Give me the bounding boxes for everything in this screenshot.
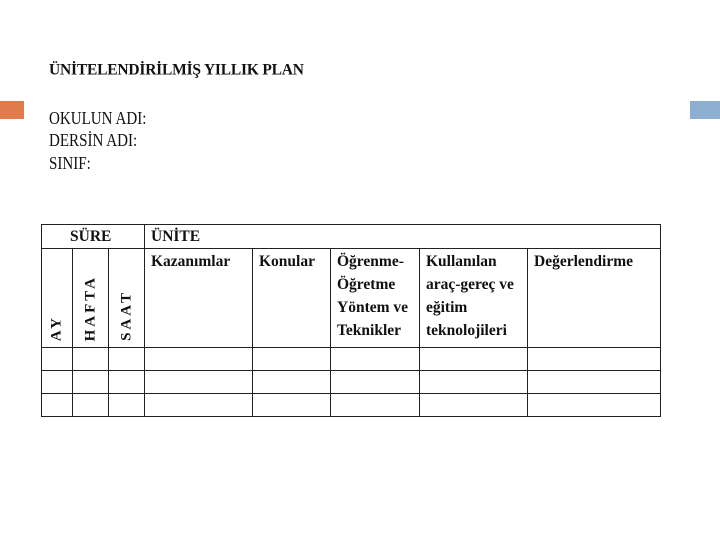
table-cell — [42, 371, 73, 394]
col-konular: Konular — [259, 253, 315, 270]
col-saat-cell — [109, 249, 145, 348]
col-hafta-cell — [73, 249, 109, 348]
col-degerlendirme-cell — [528, 249, 661, 348]
table-cell — [145, 394, 253, 417]
table-cell — [73, 371, 109, 394]
col-konular-cell — [253, 249, 331, 348]
table-cell — [420, 348, 528, 371]
col-yontem-cell — [331, 249, 420, 348]
table-cell — [42, 394, 73, 417]
col-ay: AY — [48, 314, 65, 341]
table-cell — [109, 394, 145, 417]
course-name-label: DERSİN ADI: — [49, 130, 138, 150]
col-kazanimlar-cell — [145, 249, 253, 348]
table-cell — [331, 394, 420, 417]
table-cell — [331, 371, 420, 394]
table-cell — [109, 348, 145, 371]
accent-bar-left — [0, 101, 24, 119]
class-label: SINIF: — [49, 153, 91, 173]
table-header-row — [42, 225, 661, 249]
col-kazanimlar: Kazanımlar — [151, 253, 231, 270]
col-yontem: Öğrenme-Öğretme Yöntem ve Teknikler — [337, 253, 409, 339]
table-cell — [528, 394, 661, 417]
accent-bar-right — [690, 101, 720, 119]
header-sure: SÜRE — [70, 228, 112, 245]
table-cell — [253, 348, 331, 371]
table-cell — [145, 348, 253, 371]
table-row — [42, 348, 661, 371]
table-cell — [253, 394, 331, 417]
col-arac-gerec: Kullanılan araç-gereç ve eğitim teknolojileri — [426, 253, 514, 339]
col-ay-cell — [42, 249, 73, 348]
col-hafta: HAFTA — [82, 274, 98, 341]
header-unite: ÜNİTE — [151, 228, 201, 245]
table-cell — [109, 371, 145, 394]
table-cell — [420, 394, 528, 417]
col-arac-gerec-cell — [420, 249, 528, 348]
header-sure-cell — [42, 225, 145, 249]
col-degerlendirme: Değerlendirme — [534, 253, 633, 270]
table-cell — [42, 348, 73, 371]
table-cell — [145, 371, 253, 394]
table-cell — [331, 348, 420, 371]
header-unite-cell — [145, 225, 661, 249]
table-row — [42, 394, 661, 417]
table-cell — [420, 371, 528, 394]
annual-plan-table — [41, 224, 661, 417]
table-cell — [253, 371, 331, 394]
table-row — [42, 371, 661, 394]
table-cell — [73, 394, 109, 417]
table-cell — [73, 348, 109, 371]
table-subheader-row — [42, 249, 661, 348]
school-name-label: OKULUN ADI: — [49, 108, 147, 128]
table-cell — [528, 371, 661, 394]
col-saat: SAAT — [118, 290, 134, 341]
page-title: ÜNİTELENDİRİLMİŞ YILLIK PLAN — [49, 61, 304, 79]
table-cell — [528, 348, 661, 371]
